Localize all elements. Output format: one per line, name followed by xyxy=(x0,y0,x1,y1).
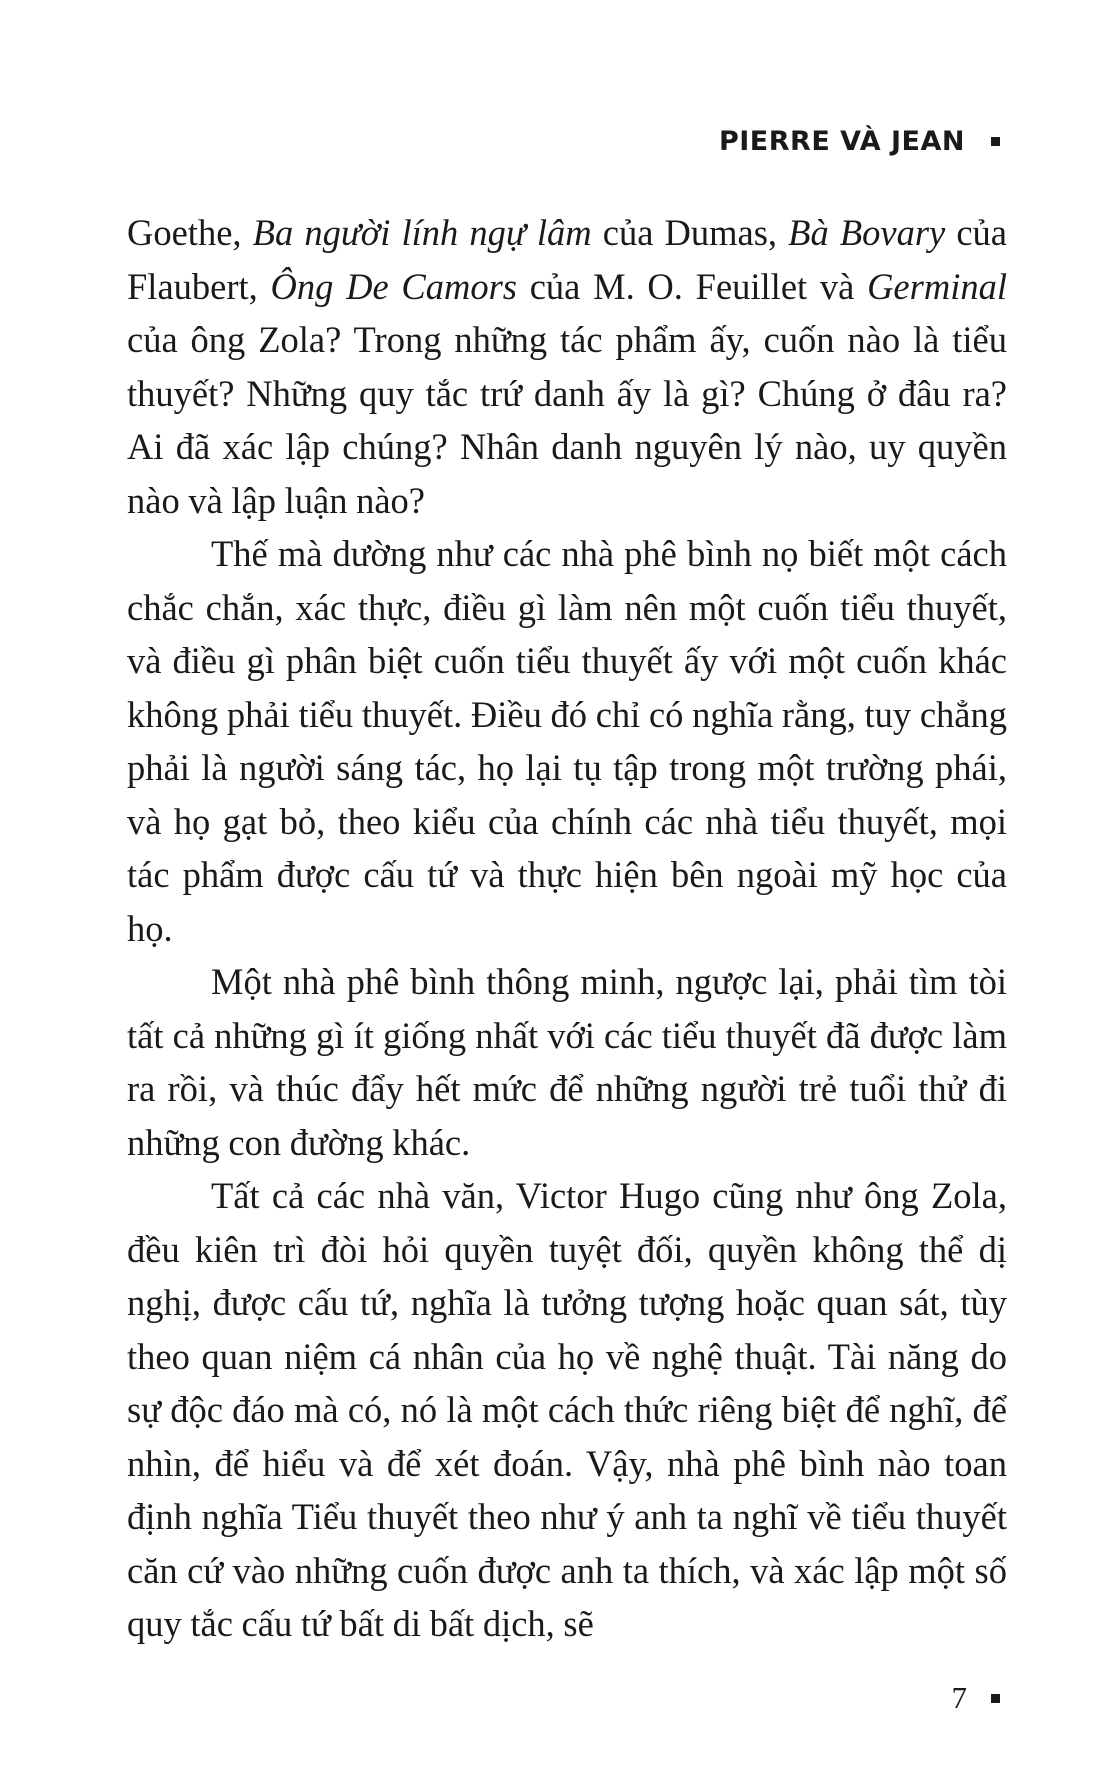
body-text xyxy=(127,206,1007,1651)
text-run: Tất cả các nhà văn, Victor Hugo cũng như ông Zola, đều kiên trì đòi hỏi quyền tuyệt đối, quyền không thể dị nghị, được cấu tứ, nghĩa là tưởng tượng hoặc quan sát, tùy theo quan niệm cá nhân của họ về nghệ thuật. Tài năng do sự độc đáo mà có, nó là một cách thức riêng biệt để nghĩ, để nhìn, để hiểu và để xét đoán. Vậy, nhà phê bình nào toan định nghĩa Tiểu thuyết theo như ý anh ta nghĩ về tiểu thuyết căn cứ vào những cuốn được anh ta thích, và xác lập một số quy tắc cấu tứ bất di bất dịch, sẽ xyxy=(127,1175,1007,1644)
running-header xyxy=(719,126,1000,157)
footer-square-ornament xyxy=(991,1694,1000,1703)
text-run: của ông Zola? Trong những tác phẩm ấy, cuốn nào là tiểu thuyết? Những quy tắc trứ danh ấy là gì? Chúng ở đâu ra? Ai đã xác lập chúng? Nhân danh nguyên lý nào, uy quyền nào và lập luận nào? xyxy=(127,319,1007,521)
paragraph xyxy=(127,1169,1007,1651)
text-run: của Dumas, xyxy=(591,212,789,253)
text-run: Goethe, xyxy=(127,212,253,253)
italic-title: Germinal xyxy=(867,265,1007,307)
text-run: Thế mà dường như các nhà phê bình nọ biết một cách chắc chắn, xác thực, điều gì làm nên một cuốn tiểu thuyết, và điều gì phân biệt cuốn tiểu thuyết ấy với một cuốn khác không phải tiểu thuyết. Điều đó chỉ có nghĩa rằng, tuy chẳng phải là người sáng tác, họ lại tụ tập trong một trường phái, và họ gạt bỏ, theo kiểu của chính các nhà tiểu thuyết, mọi tác phẩm được cấu tứ và thực hiện bên ngoài mỹ học của họ. xyxy=(127,533,1007,949)
italic-title: Ba người lính ngự lâm xyxy=(252,212,592,253)
header-square-ornament xyxy=(991,137,1000,146)
paragraph xyxy=(127,206,1007,527)
running-title: PIERRE VÀ JEAN xyxy=(718,126,965,157)
paragraph xyxy=(127,955,1007,1169)
text-run: của Flaubert, xyxy=(127,212,1008,307)
italic-title: Ông De Camors xyxy=(270,265,517,307)
italic-title: Bà Bovary xyxy=(788,212,946,253)
text-run: Một nhà phê bình thông minh, ngược lại, phải tìm tòi tất cả những gì ít giống nhất với các tiểu thuyết đã được làm ra rồi, và thúc đẩy hết mức để những người trẻ tuổi thử đi những con đường khác. xyxy=(127,961,1007,1163)
page-footer xyxy=(952,1680,1001,1716)
text-run: của M. O. Feuillet và xyxy=(517,265,868,307)
page-number: 7 xyxy=(951,1680,967,1715)
paragraph xyxy=(127,527,1007,955)
